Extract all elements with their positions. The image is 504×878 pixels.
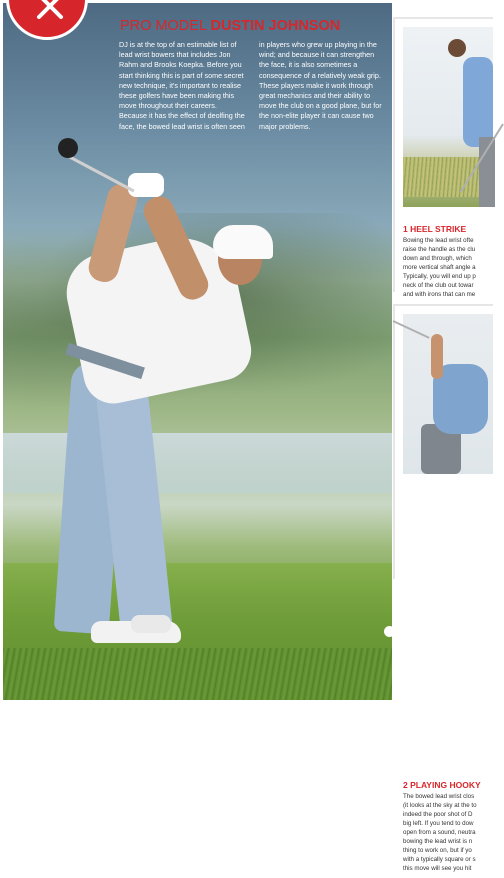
heel-strike-photo — [403, 27, 493, 207]
headline-label: PRO MODEL — [120, 18, 207, 34]
heel-strike-text — [403, 236, 493, 299]
playing-hooky-photo — [403, 314, 493, 474]
playing-hooky-line: big left. If you tend to dow — [403, 820, 474, 827]
heel-strike-line: and with irons that can me — [403, 291, 476, 298]
page-headline — [120, 18, 340, 34]
photo-club-shaft — [393, 320, 430, 339]
golfer-glove — [128, 173, 164, 197]
sidebar-panel-heel-strike — [393, 17, 493, 298]
background-water — [3, 433, 392, 493]
heel-strike-line: more vertical shaft angle a — [403, 264, 476, 271]
playing-hooky-title: 2 PLAYING HOOKY — [403, 780, 481, 790]
golfer-cap — [213, 225, 273, 259]
playing-hooky-line: The bowed lead wrist clos — [403, 793, 475, 800]
heel-strike-line: neck of the club out towar — [403, 282, 474, 289]
heel-strike-line: Typically, you will end up p — [403, 273, 476, 280]
playing-hooky-text — [403, 792, 493, 878]
intro-column-1: DJ is at the top of an estimable list of lead wrist bowers that includes Jon Rahm and Brooks Koepka. Before you start thinking this is part of some secret new technique, it's important to realise these golfers have been making this move throughout their careers. Because it has the effect of deolfing the face, the bowed lead wrist is often seen — [119, 40, 245, 131]
photo-golfer-arm — [431, 334, 443, 379]
golf-ball — [384, 626, 395, 637]
playing-hooky-line: this move will see you hit — [403, 865, 472, 872]
playing-hooky-line: (it looks at the sky at the to — [403, 802, 477, 809]
playing-hooky-line: with a typically square or s — [403, 856, 476, 863]
sidebar-panel-playing-hooky — [393, 304, 493, 872]
close-icon — [35, 0, 65, 21]
photo-golfer-head — [448, 39, 466, 57]
heel-strike-title: 1 HEEL STRIKE — [403, 224, 467, 234]
playing-hooky-line: thing to work on, but if yo — [403, 847, 472, 854]
heel-strike-line: raise the handle as the clu — [403, 246, 476, 253]
golfer-swing-photo — [3, 3, 392, 700]
heel-strike-line: Bowing the lead wrist ofte — [403, 237, 474, 244]
foreground-grass — [3, 648, 392, 700]
playing-hooky-line: open from a sound, neutra — [403, 829, 476, 836]
intro-column-2: in players who grew up playing in the wind; and because it can strengthen the face, it is also sometimes a consequence of a relatively weak grip. These players make it work through great mechanics and their ability to move the club on a good plane, but for the non-elite player it can cause two major problems. — [259, 40, 382, 131]
photo-golfer-body — [463, 57, 493, 147]
golfer-shoe-right — [131, 615, 171, 633]
playing-hooky-line: bowing the lead wrist is n — [403, 838, 473, 845]
heel-strike-line: down and through, which — [403, 255, 472, 262]
club-head — [58, 138, 78, 158]
club-shaft — [64, 153, 134, 192]
headline-player-name: DUSTIN JOHNSON — [210, 18, 341, 34]
playing-hooky-line: indeed the poor shot of D — [403, 811, 473, 818]
